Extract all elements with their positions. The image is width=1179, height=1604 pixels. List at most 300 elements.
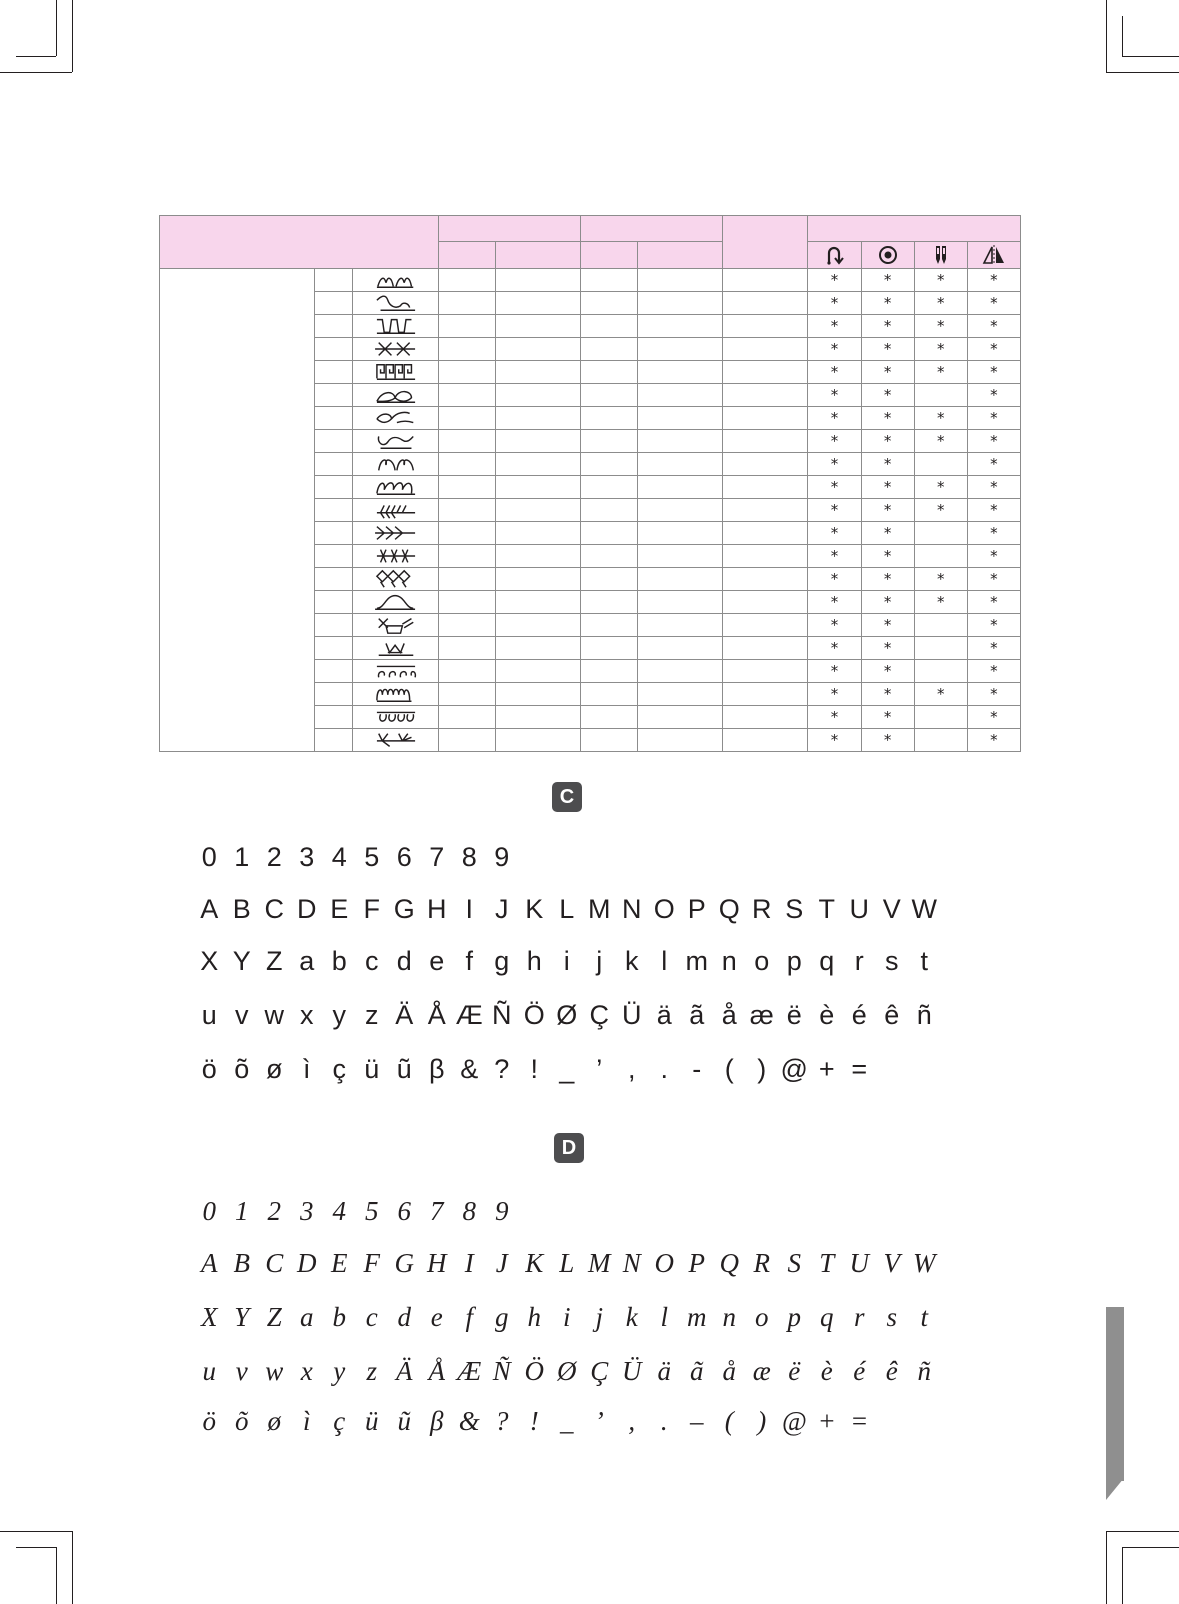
header-length-cell [580, 216, 722, 242]
lock-mark: * [883, 455, 892, 473]
setting-cell [438, 499, 495, 522]
glyph: ! [529, 1406, 539, 1436]
glyph: I [464, 1248, 474, 1278]
glyph: e [430, 1302, 443, 1332]
header-lock-cell [861, 242, 914, 269]
reverse-mark-cell [808, 591, 861, 614]
glyph: β [428, 1054, 445, 1084]
glyph: A [201, 1248, 218, 1278]
glyph: t [920, 946, 928, 976]
glyph: V [883, 1248, 900, 1278]
lock-mark-cell [861, 729, 914, 752]
glyph-row [193, 1248, 941, 1279]
glyph: H [427, 1248, 447, 1278]
mirror-mark: * [990, 317, 998, 335]
setting-cell [638, 361, 723, 384]
glyph: r [854, 946, 864, 976]
setting-cell [638, 338, 723, 361]
glyph: Ø [557, 1356, 577, 1386]
pattern-number-cell [315, 430, 353, 453]
glyph: M [588, 1248, 611, 1278]
glyph: R [753, 1248, 770, 1278]
twin-needle-mark-cell [914, 430, 967, 453]
lock-mark-cell [861, 292, 914, 315]
pattern-number-cell [315, 338, 353, 361]
pattern-group-cell [160, 269, 315, 752]
pattern-number-cell [315, 545, 353, 568]
setting-cell [638, 591, 723, 614]
reverse-icon [824, 245, 844, 265]
setting-cell [723, 361, 808, 384]
glyph: j [595, 1302, 603, 1332]
setting-cell [638, 269, 723, 292]
reverse-mark: * [830, 593, 839, 611]
setting-cell [438, 591, 495, 614]
lock-mark: * [883, 731, 892, 749]
glyph: Q [718, 894, 740, 924]
glyph: 6 [396, 842, 412, 872]
glyph: J [495, 894, 509, 924]
glyph: g [495, 1302, 509, 1332]
setting-cell [495, 591, 580, 614]
twin-needle-mark-cell [914, 637, 967, 660]
setting-cell [495, 660, 580, 683]
glyph: ø [267, 1406, 281, 1436]
glyph: l [661, 946, 668, 976]
reverse-mark-cell [808, 706, 861, 729]
mirror-mark-cell [967, 315, 1020, 338]
setting-cell [580, 269, 637, 292]
lock-mark-cell [861, 453, 914, 476]
glyph: T [819, 1248, 835, 1278]
mirror-mark: * [990, 386, 998, 404]
setting-cell [580, 430, 637, 453]
glyph: Ä [396, 1356, 413, 1386]
cross-stitch-pattern-icon [373, 339, 419, 359]
mirror-mark: * [990, 363, 998, 381]
mirror-mark: * [990, 524, 998, 542]
lock-mark-cell [861, 637, 914, 660]
glyph: s [885, 946, 899, 976]
twin-needle-mark-cell [914, 660, 967, 683]
pattern-number-cell [315, 476, 353, 499]
glyph: ä [656, 1000, 672, 1030]
glyph: ) [757, 1406, 767, 1436]
setting-cell [580, 591, 637, 614]
mirror-mark: * [990, 501, 998, 519]
table-row [160, 269, 1021, 292]
tulip-pair-pattern-icon [373, 270, 419, 290]
setting-cell [638, 729, 723, 752]
snowflake-border-pattern-icon [373, 546, 419, 566]
twin-needle-mark: * [936, 409, 945, 427]
glyph: . [660, 1406, 668, 1436]
reverse-mark: * [830, 363, 839, 381]
glyph: 2 [266, 842, 282, 872]
glyph: , [628, 1406, 636, 1436]
setting-cell [580, 384, 637, 407]
mirror-mark: * [990, 340, 998, 358]
setting-cell [495, 269, 580, 292]
twin-needle-mark-cell [914, 568, 967, 591]
lock-mark-cell [861, 407, 914, 430]
glyph: ( [724, 1054, 734, 1084]
glyph: 7 [430, 1196, 444, 1226]
glyph: _ [560, 1406, 574, 1436]
glyph: I [465, 894, 473, 924]
glyph: Å [427, 1000, 446, 1030]
glyph: q [820, 1302, 834, 1332]
glyph: 9 [494, 842, 510, 872]
setting-cell [723, 683, 808, 706]
glyph: 8 [461, 842, 477, 872]
setting-cell [495, 430, 580, 453]
lock-mark: * [883, 386, 892, 404]
reverse-mark: * [830, 685, 839, 703]
twin-needle-mark: * [936, 363, 945, 381]
glyph: & [460, 1054, 479, 1084]
mirror-mark-cell [967, 637, 1020, 660]
setting-cell [580, 315, 637, 338]
glyph: 3 [299, 842, 315, 872]
glyph: ü [364, 1054, 380, 1084]
header-length-auto [580, 242, 637, 269]
reverse-mark-cell [808, 614, 861, 637]
setting-cell [723, 637, 808, 660]
setting-cell [723, 292, 808, 315]
glyph: = [851, 1054, 868, 1084]
glyph: Z [266, 946, 283, 976]
glyph: ã [689, 1000, 705, 1030]
glyph: ñ [917, 1356, 931, 1386]
mirror-mark-cell [967, 499, 1020, 522]
glyph: c [365, 946, 379, 976]
glyph: ’ [594, 1406, 604, 1436]
glyph: q [819, 946, 835, 976]
leaf-tulip-pattern-icon [373, 385, 419, 405]
reverse-mark: * [830, 478, 839, 496]
glyph-row [193, 1302, 941, 1333]
glyph: æ [752, 1356, 771, 1386]
twin-needle-mark-cell [914, 384, 967, 407]
mirror-mark: * [990, 731, 998, 749]
lock-mark-cell [861, 499, 914, 522]
mirror-mark-cell [967, 384, 1020, 407]
glyph: ç [332, 1054, 346, 1084]
glyph: @ [781, 1406, 807, 1436]
glyph: k [625, 946, 639, 976]
glyph: k [625, 1302, 638, 1332]
setting-cell [638, 614, 723, 637]
setting-cell [638, 453, 723, 476]
reverse-mark: * [830, 547, 839, 565]
mirror-mark-cell [967, 338, 1020, 361]
setting-cell [438, 729, 495, 752]
glyph: E [331, 1248, 348, 1278]
glyph: β [430, 1406, 444, 1436]
reverse-mark-cell [808, 637, 861, 660]
glyph: t [920, 1302, 928, 1332]
pattern-number-cell [315, 361, 353, 384]
glyph: 6 [397, 1196, 411, 1226]
setting-cell [723, 476, 808, 499]
setting-cell [438, 269, 495, 292]
lock-mark: * [883, 708, 892, 726]
twin-needle-mark-cell [914, 453, 967, 476]
mirror-mark: * [990, 547, 998, 565]
mirror-mark-cell [967, 568, 1020, 591]
glyph: X [200, 946, 219, 976]
setting-cell [638, 568, 723, 591]
glyph: 3 [300, 1196, 314, 1226]
glyph: A [200, 894, 219, 924]
glyph: è [820, 1356, 833, 1386]
reverse-mark: * [830, 271, 839, 289]
setting-cell [495, 637, 580, 660]
setting-cell [438, 683, 495, 706]
twin-needle-mark: * [936, 593, 945, 611]
setting-cell [723, 315, 808, 338]
glyph: Ü [622, 1356, 642, 1386]
header-pattern-cell [160, 216, 439, 269]
greek-key-pattern-icon [373, 362, 419, 382]
reverse-mark-cell [808, 522, 861, 545]
pattern-number-cell [315, 292, 353, 315]
setting-cell [638, 384, 723, 407]
glyph: Y [234, 1302, 250, 1332]
lock-mark-cell [861, 614, 914, 637]
glyph: ê [885, 1356, 898, 1386]
setting-cell [495, 338, 580, 361]
glyph: , [627, 1054, 636, 1084]
glyph: y [332, 1000, 346, 1030]
reverse-mark: * [830, 570, 839, 588]
reverse-mark: * [830, 294, 839, 312]
glyph: O [654, 1248, 674, 1278]
pattern-icon-cell [353, 614, 438, 637]
setting-cell [723, 614, 808, 637]
header-width-manual [495, 242, 580, 269]
setting-cell [723, 522, 808, 545]
glyph: R [752, 894, 772, 924]
mirror-mark: * [990, 593, 998, 611]
mirror-mark: * [990, 639, 998, 657]
glyph: ! [530, 1054, 538, 1084]
glyph: m [685, 946, 708, 976]
glyph: c [365, 1302, 378, 1332]
flower-basket-pattern-icon [373, 615, 419, 635]
setting-cell [438, 453, 495, 476]
glyph: é [851, 1000, 867, 1030]
glyph: B [233, 1248, 250, 1278]
pattern-number-cell [315, 315, 353, 338]
setting-cell [580, 683, 637, 706]
twin-needle-icon [931, 245, 951, 265]
mirror-mark: * [990, 708, 998, 726]
pattern-icon-cell [353, 545, 438, 568]
pattern-number-cell [315, 729, 353, 752]
glyph: b [332, 1302, 346, 1332]
pattern-icon-cell [353, 361, 438, 384]
glyph: m [687, 1302, 707, 1332]
setting-cell [580, 361, 637, 384]
pattern-icon-cell [353, 729, 438, 752]
glyph: d [396, 946, 412, 976]
lock-mark-cell [861, 522, 914, 545]
mirror-mark-cell [967, 407, 1020, 430]
glyph: V [882, 894, 901, 924]
pattern-icon-cell [353, 384, 438, 407]
setting-cell [723, 338, 808, 361]
glyph: Z [266, 1302, 282, 1332]
section-d-badge: D [554, 1133, 584, 1163]
glyph: X [201, 1302, 218, 1332]
mirror-mark-cell [967, 292, 1020, 315]
glyph: i [563, 946, 570, 976]
mirror-mark-cell [967, 660, 1020, 683]
reverse-mark-cell [808, 476, 861, 499]
twin-needle-mark-cell [914, 361, 967, 384]
reverse-mark: * [830, 501, 839, 519]
setting-cell [723, 407, 808, 430]
pattern-number-cell [315, 614, 353, 637]
lock-mark: * [883, 432, 892, 450]
mirror-mark: * [990, 455, 998, 473]
setting-cell [580, 499, 637, 522]
pattern-icon-cell [353, 338, 438, 361]
setting-cell [495, 384, 580, 407]
setting-cell [495, 476, 580, 499]
glyph: 4 [332, 1196, 346, 1226]
setting-cell [638, 545, 723, 568]
glyph: W [911, 894, 937, 924]
glyph: + [817, 1406, 836, 1436]
mirror-mark: * [990, 616, 998, 634]
glyph: 9 [495, 1196, 509, 1226]
reverse-mark-cell [808, 430, 861, 453]
glyph: W [913, 1248, 936, 1278]
glyph: ñ [916, 1000, 932, 1030]
twin-needle-mark-cell [914, 729, 967, 752]
reverse-mark-cell [808, 315, 861, 338]
reverse-mark-cell [808, 660, 861, 683]
lock-mark: * [883, 271, 892, 289]
setting-cell [723, 545, 808, 568]
glyph: l [660, 1302, 668, 1332]
glyph: D [297, 894, 317, 924]
lock-mark-cell [861, 660, 914, 683]
glyph: Ü [622, 1000, 642, 1030]
reverse-mark-cell [808, 453, 861, 476]
setting-cell [438, 545, 495, 568]
lock-mark-cell [861, 706, 914, 729]
glyph: + [818, 1054, 835, 1084]
twin-needle-mark: * [936, 501, 945, 519]
glyph: Y [232, 946, 251, 976]
lock-mark: * [883, 524, 892, 542]
reverse-mark: * [830, 317, 839, 335]
glyph: ë [788, 1356, 801, 1386]
glyph: 1 [234, 842, 250, 872]
header-width-auto [438, 242, 495, 269]
glyph: Ñ [492, 1000, 512, 1030]
twin-needle-mark-cell [914, 545, 967, 568]
lock-mark-cell [861, 683, 914, 706]
glyph: v [235, 1000, 249, 1030]
header-width-cell [438, 216, 580, 242]
setting-cell [638, 315, 723, 338]
glyph: Ç [589, 1000, 609, 1030]
setting-cell [580, 476, 637, 499]
glyph: ç [333, 1406, 346, 1436]
glyph: O [653, 894, 675, 924]
twin-needle-mark-cell [914, 591, 967, 614]
stitch-function-table [159, 215, 1021, 752]
glyph: K [525, 1248, 544, 1278]
setting-cell [495, 706, 580, 729]
mirror-mark-cell [967, 430, 1020, 453]
setting-cell [438, 338, 495, 361]
setting-cell [638, 637, 723, 660]
lock-mark: * [883, 547, 892, 565]
setting-cell [580, 292, 637, 315]
mirror-mark-cell [967, 614, 1020, 637]
glyph: å [721, 1000, 737, 1030]
glyph: @ [780, 1054, 808, 1084]
lock-mark: * [883, 570, 892, 588]
mirror-mark-cell [967, 269, 1020, 292]
twin-needle-mark: * [936, 478, 945, 496]
glyph: Ø [556, 1000, 578, 1030]
pattern-icon-cell [353, 706, 438, 729]
glyph: Q [719, 1248, 739, 1278]
setting-cell [638, 706, 723, 729]
arch-pattern-icon [373, 592, 419, 612]
reverse-mark: * [830, 639, 839, 657]
twin-needle-mark-cell [914, 338, 967, 361]
mirror-mark-cell [967, 453, 1020, 476]
setting-cell [638, 476, 723, 499]
pattern-number-cell [315, 453, 353, 476]
glyph: h [527, 1302, 541, 1332]
setting-cell [638, 683, 723, 706]
setting-cell [723, 729, 808, 752]
glyph: T [818, 894, 835, 924]
mirror-mark-cell [967, 545, 1020, 568]
setting-cell [438, 637, 495, 660]
header-length-manual [638, 242, 723, 269]
setting-cell [438, 568, 495, 591]
glyph: 4 [331, 842, 347, 872]
setting-cell [580, 545, 637, 568]
glyph: D [297, 1248, 317, 1278]
glyph-row [193, 1196, 518, 1227]
mirror-mark: * [990, 294, 998, 312]
twin-needle-mark-cell [914, 614, 967, 637]
glyph-row [193, 946, 941, 977]
glyph: w [264, 1000, 284, 1030]
glyph: ( [724, 1406, 734, 1436]
setting-cell [495, 683, 580, 706]
setting-cell [495, 361, 580, 384]
glyph: ? [494, 1054, 510, 1084]
setting-cell [723, 499, 808, 522]
glyph: Ñ [492, 1356, 511, 1386]
setting-cell [580, 660, 637, 683]
reverse-mark: * [830, 409, 839, 427]
setting-cell [495, 614, 580, 637]
glyph: Ç [590, 1356, 609, 1386]
